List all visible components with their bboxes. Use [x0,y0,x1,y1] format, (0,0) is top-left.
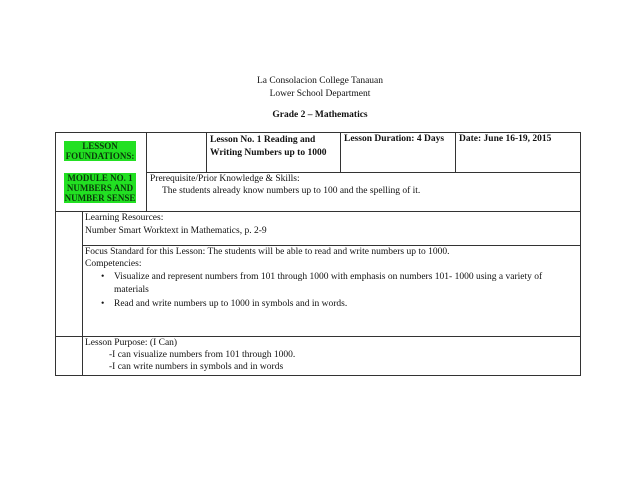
lesson-foundations-label: LESSON FOUNDATIONS: [65,141,135,161]
divider [55,336,581,337]
bullet-icon: • [101,299,105,309]
resources-text: Number Smart Worktext in Mathematics, p. 2-9 [85,226,267,236]
purpose-1: -I can visualize numbers from 101 through 1000. [109,350,296,360]
focus-cell [82,245,581,337]
resources-label: Learning Resources: [85,213,164,223]
focus-standard: Focus Standard for this Lesson: The students will be able to read and write numbers up to 1000. [85,247,450,257]
competency-1: Visualize and represent numbers from 101 through 1000 with emphasis on numbers 101- 1000 using a variety of [114,272,543,282]
department: Lower School Department [269,89,371,99]
empty-cell [146,132,207,173]
lesson-date: Date: June 16-19, 2015 [459,134,552,144]
left-margin-cell [55,211,83,376]
lesson-no: Lesson No. 1 Reading and Writing Numbers up to 1000 [210,135,327,158]
competency-2: Read and write numbers up to 1000 in symbols and in words. [114,299,348,309]
prerequisite-text: The students already know numbers up to 100 and the spelling of it. [162,186,421,196]
module-label: MODULE NO. 1 NUMBERS AND NUMBER SENSE [64,173,136,203]
purpose-label: Lesson Purpose: (I Can) [85,338,178,348]
subject-title: Grade 2 – Mathematics [272,110,368,120]
lesson-duration: Lesson Duration: 4 Days [344,134,445,144]
prerequisite-label: Prerequisite/Prior Knowledge & Skills: [150,174,300,184]
bullet-icon: • [101,272,105,282]
school-name: La Consolacion College Tanauan [256,76,384,86]
competencies-label: Competencies: [85,259,142,269]
purpose-2: -I can write numbers in symbols and in words [109,362,284,372]
competency-1-cont: materials [114,285,149,295]
